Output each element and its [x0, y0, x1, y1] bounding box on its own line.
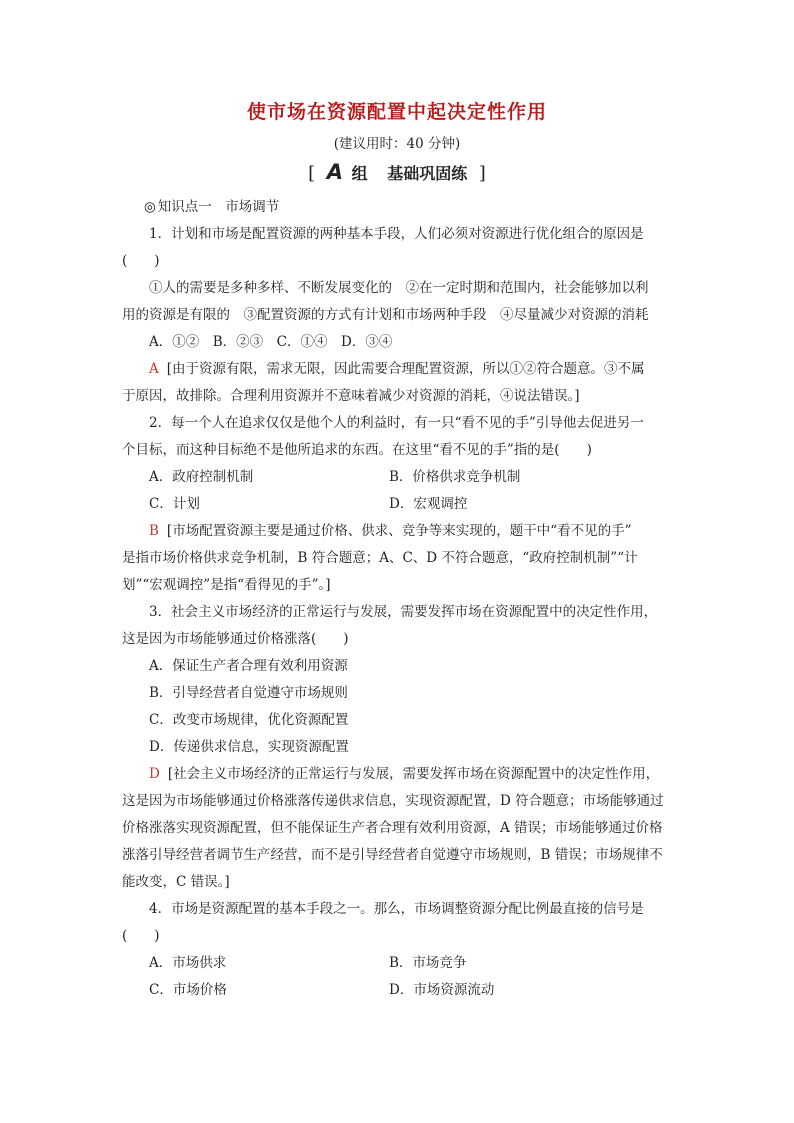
option-c: C．市场价格 [149, 982, 227, 998]
option-a: A．保证生产者合理有效利用资源 [149, 658, 348, 674]
section-label: 知识点一 市场调节 [157, 199, 280, 215]
option-a: A．市场供求 [149, 955, 227, 971]
question-4-line: 4．市场是资源配置的基本手段之一。那么，市场调整资源分配比例最直接的信号是 [149, 901, 644, 917]
answer-3-line: 能改变，C 错误。] [122, 874, 230, 890]
question-2-options-row [122, 464, 675, 491]
group-label: 组 [351, 164, 368, 183]
question-4-options-row [122, 977, 675, 1004]
bracket-close: ] [478, 163, 486, 184]
answer-text: [市场配置资源主要是通过价格、供求、竞争等来实现的，题干中“看不见的手” [166, 523, 632, 539]
question-4-options-row [122, 950, 675, 977]
option-c: C．计划 [149, 496, 200, 512]
answer-2-line: 是指市场价格供求竞争机制，B 符合题意；A、C、D 不符合题意，“政府控制机制”“计 [122, 550, 638, 566]
answer-3-line [122, 761, 675, 788]
answer-3-line: 涨落引导经营者调节生产经营，而不是引导经营者自觉遵守市场规则，B 错误；市场规律不 [122, 847, 663, 863]
answer-text: [社会主义市场经济的正常运行与发展，需要发挥市场在资源配置中的决定性作用， [167, 766, 660, 782]
answer-2-line [122, 518, 675, 545]
page-title: 使市场在资源配置中起决定性作用 [246, 101, 547, 123]
answer-letter: B [149, 523, 159, 539]
question-3-line: 3．社会主义市场经济的正常运行与发展，需要发挥市场在资源配置中的决定性作用， [149, 604, 658, 620]
option-d: D．传递供求信息，实现资源配置 [149, 739, 349, 755]
option-c: C．改变市场规律，优化资源配置 [149, 712, 349, 728]
answer-3-line: 这是因为市场能够通过价格涨落传递供求信息，实现资源配置，D 符合题意；市场能够通过 [122, 793, 664, 809]
answer-letter: D [149, 766, 160, 782]
question-3-line: 这是因为市场能够通过价格涨落( ) [122, 631, 349, 647]
answer-1-line [122, 356, 675, 383]
option-b: B．价格供求竞争机制 [389, 469, 521, 485]
question-4-line: ( ) [122, 928, 160, 944]
question-2-options-row [122, 491, 675, 518]
answer-letter: A [149, 361, 159, 377]
option-d: D．宏观调控 [389, 496, 468, 512]
group-title: 基础巩固练 [387, 164, 468, 183]
answer-2-line: 划”“宏观调控”是指“看得见的手”。] [122, 577, 331, 593]
question-2-line: 2．每一个人在追求仅仅是他个人的利益时，有一只“看不见的手”引导他去促进另一 [149, 415, 644, 431]
bracket-open: [ [308, 163, 316, 184]
question-1-line: ( ) [122, 253, 160, 269]
option-a: A．政府控制机制 [149, 469, 254, 485]
question-1-line: 用的资源是有限的 ③配置资源的方式有计划和市场两种手段 ④尽量减少对资源的消耗 [122, 307, 649, 323]
question-2-line: 个目标，而这种目标绝不是他所追求的东西。在这里“看不见的手”指的是( ) [122, 442, 592, 458]
option-b: B．市场竞争 [389, 955, 467, 971]
answer-text: [由于资源有限，需求无限，因此需要合理配置资源，所以①②符合题意。③不属 [166, 361, 645, 377]
option-b: B．引导经营者自觉遵守市场规则 [149, 685, 348, 701]
answer-3-line: 价格涨落实现资源配置，但不能保证生产者合理有效利用资源，A 错误；市场能够通过价格 [122, 820, 663, 836]
section-heading [122, 194, 675, 221]
bullseye-icon: ◎ [144, 199, 156, 215]
group-header [0, 160, 794, 184]
time-suggestion: (建议用时：40 分钟) [333, 136, 461, 152]
question-1-line: 1．计划和市场是配置资源的两种基本手段，人们必须对资源进行优化组合的原因是 [149, 226, 644, 242]
answer-1-line: 于原因，故排除。合理利用资源并不意味着减少对资源的消耗，④说法错误。] [122, 388, 580, 404]
document-body [122, 194, 675, 1004]
group-letter: A [326, 160, 344, 184]
option-d: D．市场资源流动 [389, 982, 495, 998]
question-1-line: ①人的需要是多种多样、不断发展变化的 ②在一定时期和范围内，社会能够加以利 [149, 280, 649, 296]
question-1-options: A．①② B．②③ C．①④ D．③④ [149, 334, 393, 350]
